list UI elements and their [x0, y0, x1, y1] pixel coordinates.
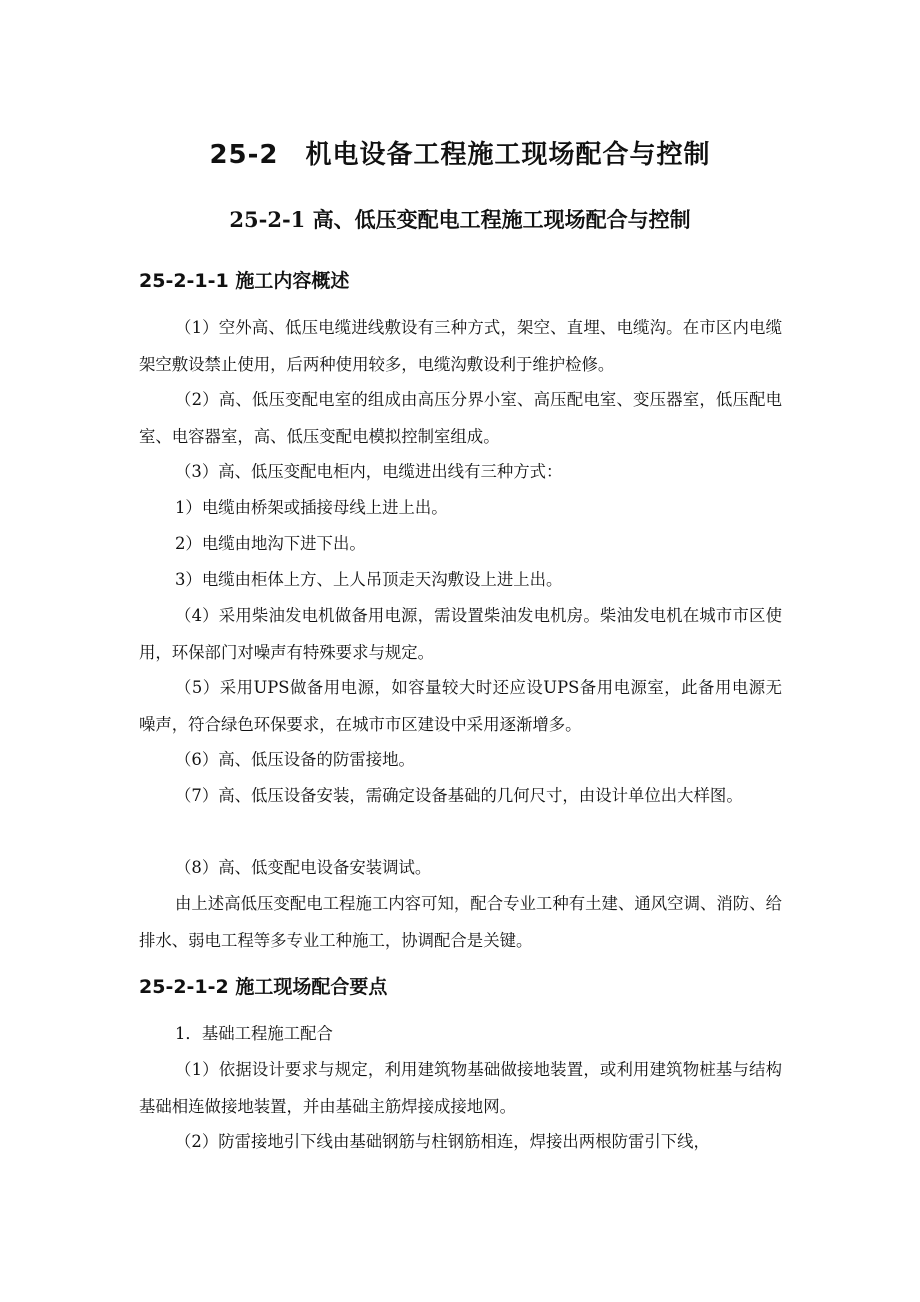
- document-title: 25-2 机电设备工程施工现场配合与控制: [209, 140, 711, 170]
- subsection-heading-overview: 25-2-1-1 施工内容概述: [139, 270, 350, 292]
- list-item: 3）电缆由柜体上方、上人吊顶走天沟敷设上进上出。: [175, 570, 563, 589]
- list-item: 2）电缆由地沟下进下出。: [175, 534, 366, 553]
- paragraph: （2）防雷接地引下线由基础钢筋与柱钢筋相连，焊接出两根防雷引下线，: [175, 1132, 710, 1151]
- paragraph: （6）高、低压设备的防雷接地。: [175, 750, 415, 769]
- paragraph: （1）空外高、低压电缆进线敷设有三种方式，架空、直埋、电缆沟。在市区内电缆架空敷设禁止使用，后两种使用较多，电缆沟敷设利于维护检修。: [139, 318, 782, 374]
- paragraph: （5）采用UPS做备用电源，如容量较大时还应设UPS备用电源室，此备用电源无噪声，符合绿色环保要求，在城市市区建设中采用逐渐增多。: [139, 678, 782, 734]
- list-item: 1）电缆由桥架或插接母线上进上出。: [175, 498, 448, 517]
- paragraph: （7）高、低压设备安装，需确定设备基础的几何尺寸，由设计单位出大样图。: [175, 786, 743, 805]
- paragraph: （1）依据设计要求与规定，利用建筑物基础做接地装置，或利用建筑物桩基与结构基础相连做接地装置，并由基础主筋焊接成接地网。: [139, 1060, 782, 1116]
- paragraph: （4）采用柴油发电机做备用电源，需设置柴油发电机房。柴油发电机在城市市区使用，环保部门对噪声有特殊要求与规定。: [139, 606, 782, 662]
- section-heading: 25-2-1 高、低压变配电工程施工现场配合与控制: [229, 207, 691, 232]
- paragraph: （8）高、低变配电设备安装调试。: [175, 858, 432, 877]
- paragraph: 由上述高低压变配电工程施工内容可知，配合专业工种有土建、通风空调、消防、给排水、弱电工程等多专业工种施工，协调配合是关键。: [139, 894, 782, 950]
- subsection-heading-coordination: 25-2-1-2 施工现场配合要点: [139, 976, 388, 998]
- paragraph: （2）高、低压变配电室的组成由高压分界小室、高压配电室、变压器室，低压配电室、电容器室，高、低压变配电模拟控制室组成。: [139, 390, 782, 446]
- paragraph: （3）高、低压变配电柜内，电缆进出线有三种方式：: [175, 462, 563, 481]
- paragraph: 1．基础工程施工配合: [175, 1024, 333, 1043]
